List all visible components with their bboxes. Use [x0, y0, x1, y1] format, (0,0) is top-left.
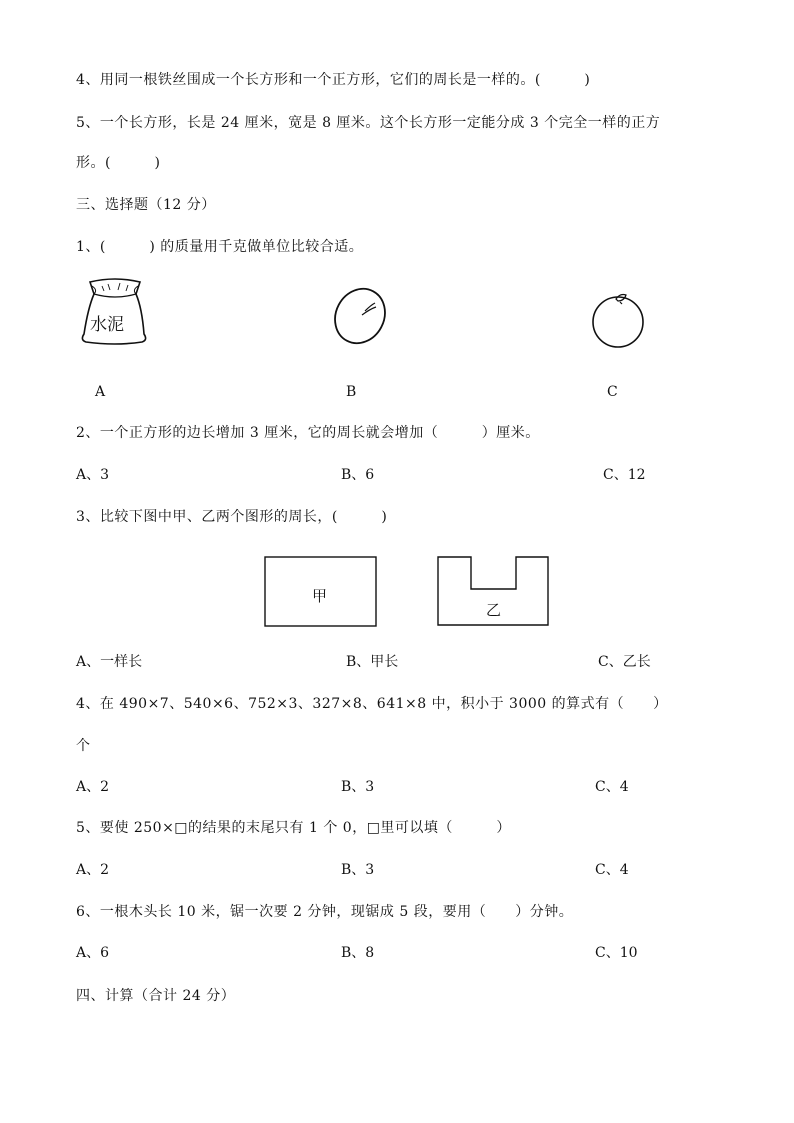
shape-yi-label: 乙 [486, 601, 502, 619]
choice-question-5: 5、要使 250×□的结果的末尾只有 1 个 0，□里可以填（ ） [76, 820, 511, 836]
q4-option-a: A、2 [76, 779, 110, 795]
choice-question-4-line2: 个 [76, 738, 91, 754]
q2-option-b: B、6 [341, 467, 375, 483]
orange-picture [588, 290, 652, 350]
q2-option-a: A、3 [76, 467, 110, 483]
cement-bag-label: 水泥 [90, 315, 124, 335]
shape-jia-label: 甲 [312, 587, 328, 605]
q4-option-c: C、4 [595, 779, 629, 795]
q3-option-b: B、甲长 [346, 654, 399, 670]
choice-question-6: 6、一根木头长 10 米，锯一次要 2 分钟，现锯成 5 段，要用（ ）分钟。 [76, 904, 574, 920]
section-4-title: 四、计算（合计 24 分） [76, 988, 236, 1004]
q1-option-a: A [95, 384, 106, 400]
choice-question-2: 2、一个正方形的边长增加 3 厘米，它的周长就会增加（ ）厘米。 [76, 425, 540, 441]
choice-question-3: 3、比较下图中甲、乙两个图形的周长，( ) [76, 509, 388, 525]
q2-option-c: C、12 [603, 467, 646, 483]
egg-picture [332, 285, 392, 347]
q6-option-c: C、10 [595, 945, 638, 961]
q1-option-b: B [346, 384, 357, 400]
section-3-title: 三、选择题（12 分） [76, 197, 216, 213]
tf-question-4: 4、用同一根铁丝围成一个长方形和一个正方形，它们的周长是一样的。( ) [76, 72, 591, 88]
q6-option-a: A、6 [76, 945, 110, 961]
q5-option-b: B、3 [341, 862, 375, 878]
tf-question-5-line2: 形。( ) [76, 155, 161, 171]
q1-option-c: C [607, 384, 618, 400]
q5-option-c: C、4 [595, 862, 629, 878]
q5-option-a: A、2 [76, 862, 110, 878]
tf-question-5-line1: 5、一个长方形，长是 24 厘米，宽是 8 厘米。这个长方形一定能分成 3 个完全一样的正方 [76, 115, 661, 131]
q4-option-b: B、3 [341, 779, 375, 795]
choice-question-1: 1、( ) 的质量用千克做单位比较合适。 [76, 239, 364, 255]
choice-question-4-line1: 4、在 490×7、540×6、752×3、327×8、641×8 中，积小于 3000 的算式有（ ） [76, 696, 668, 712]
q3-option-a: A、一样长 [76, 654, 143, 670]
q3-option-c: C、乙长 [598, 654, 651, 670]
q6-option-b: B、8 [341, 945, 375, 961]
